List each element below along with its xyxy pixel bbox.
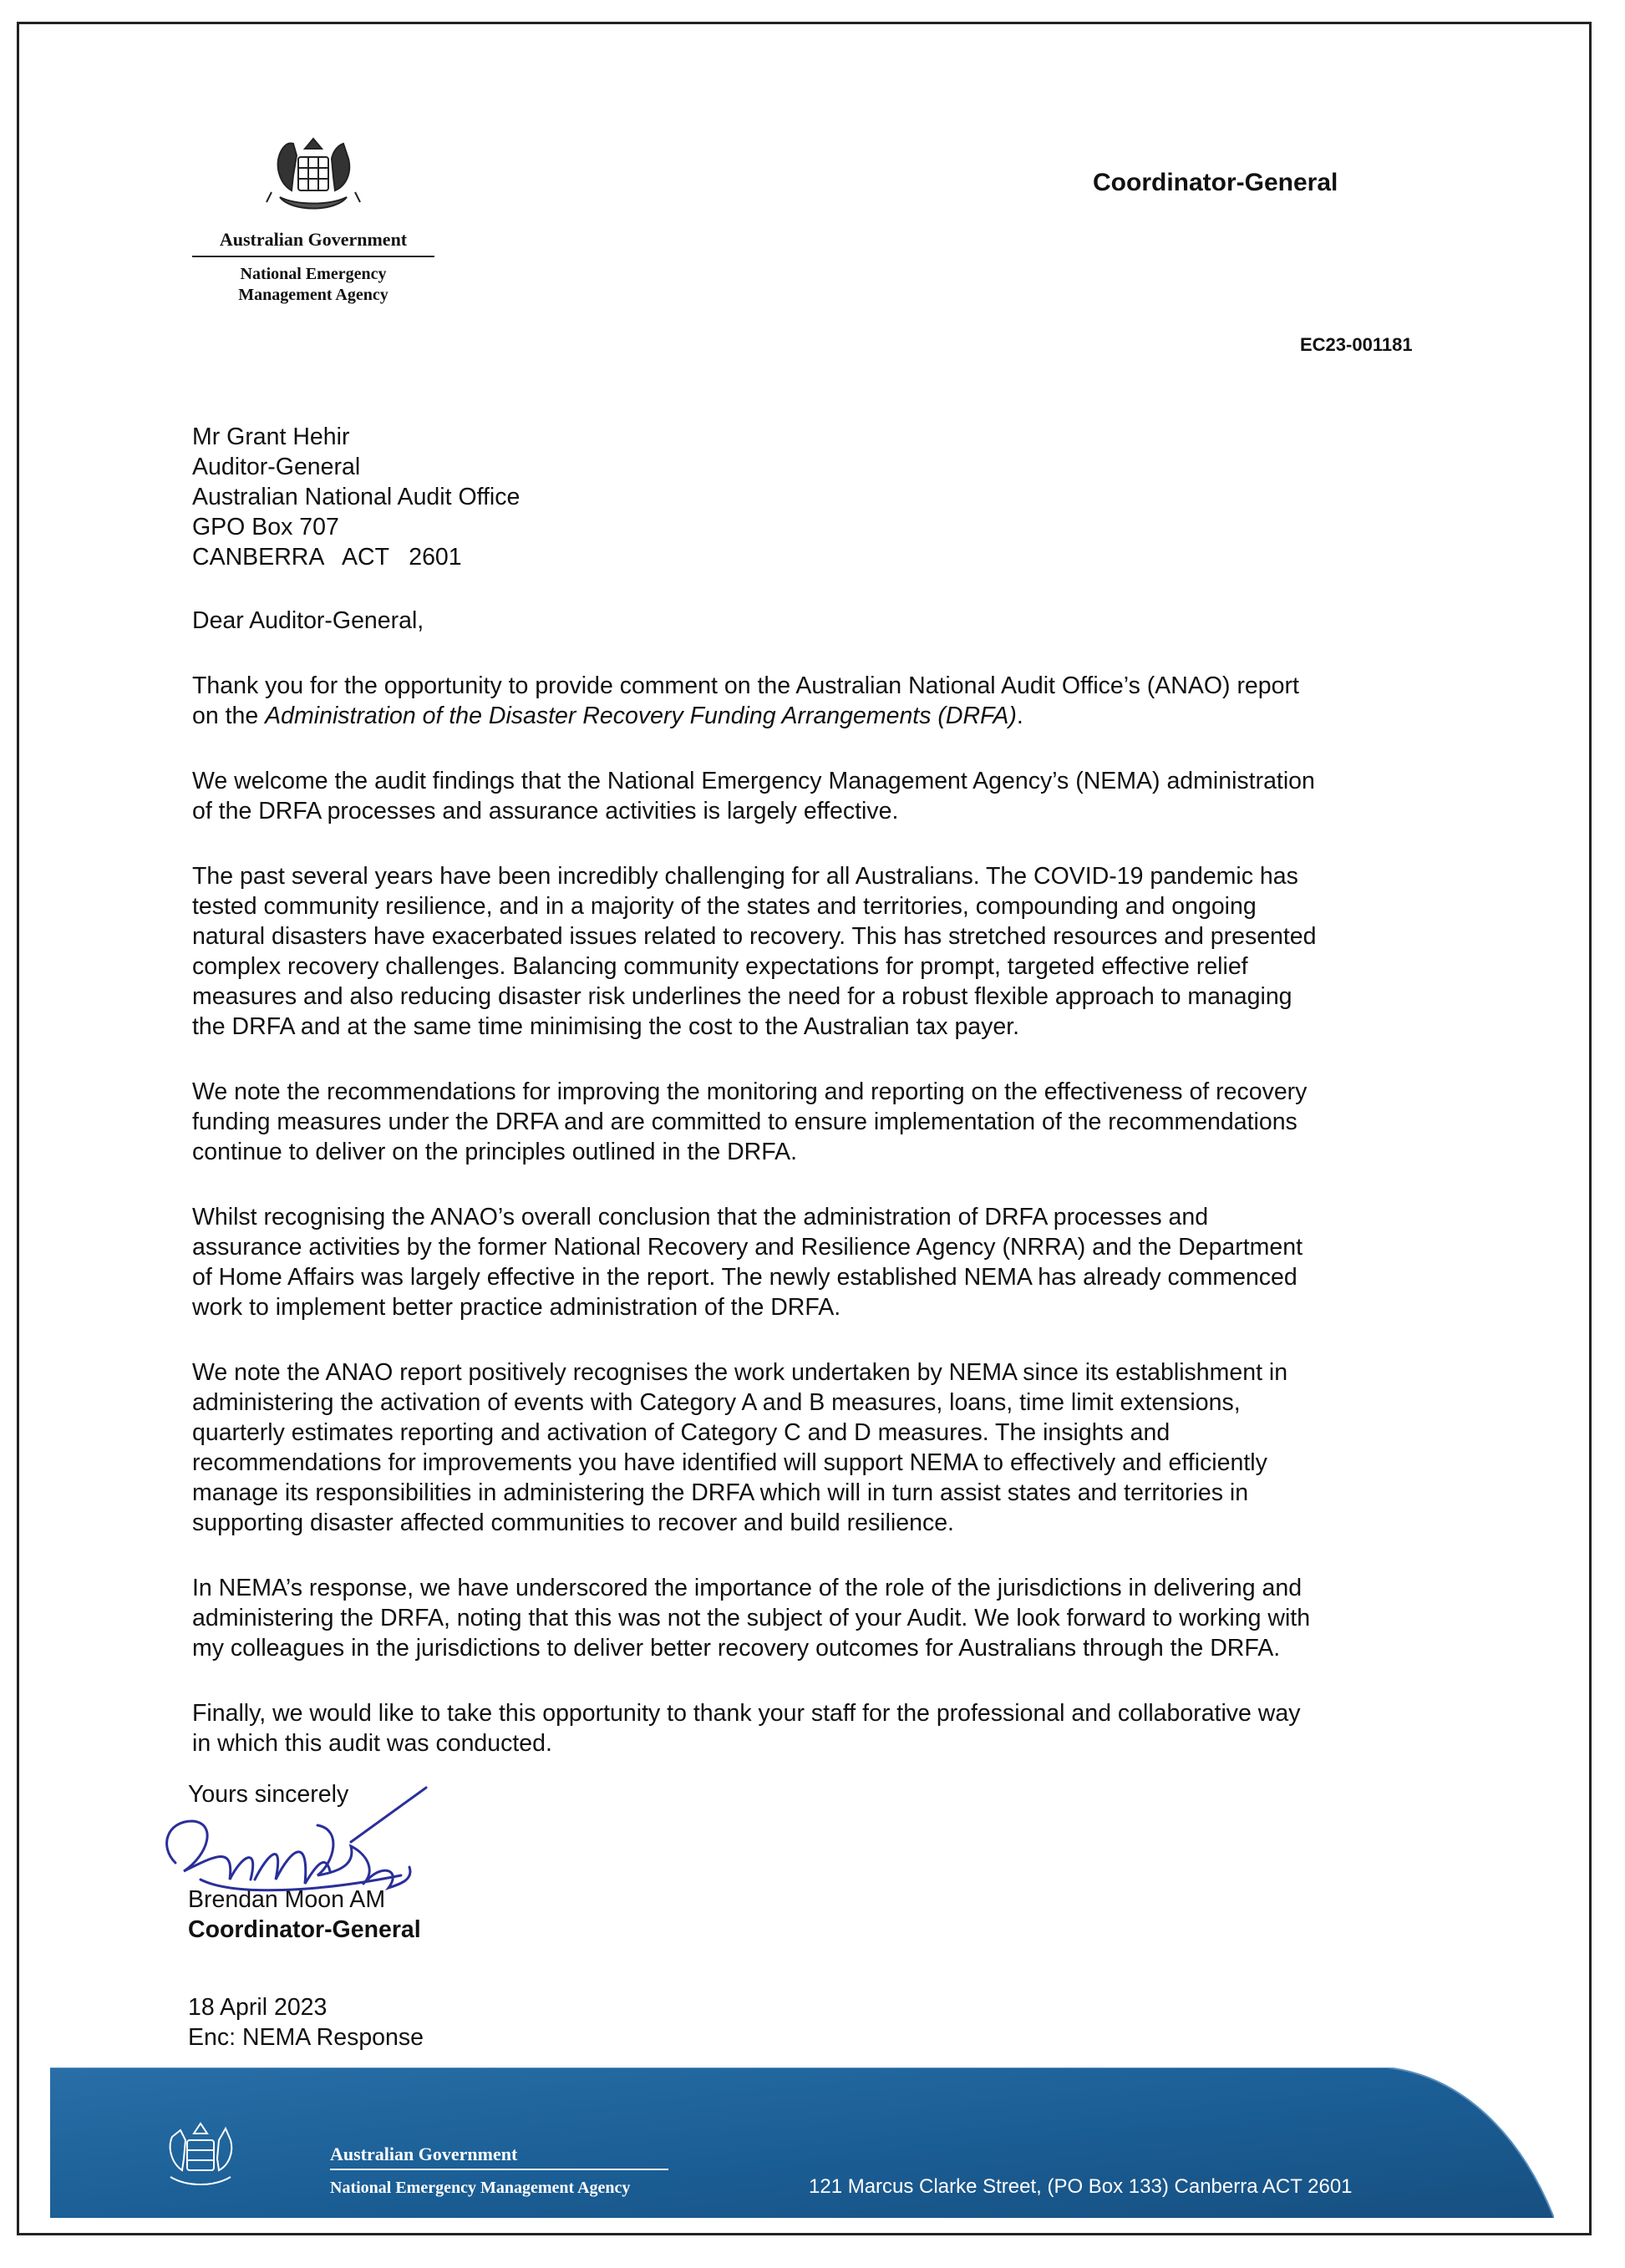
paragraph-line: Whilst recognising the ANAO’s overall conclusion that the administration of DRFA processes and	[192, 1204, 1209, 1230]
letter-date: 18 April 2023	[188, 1994, 328, 2021]
paragraph-1	[192, 671, 1445, 731]
agency-logo	[192, 125, 434, 306]
paragraph-line: We note the ANAO report positively recognises the work undertaken by NEMA since its establishment in	[192, 1359, 1288, 1386]
paragraph-line: continue to deliver on the principles outlined in the DRFA.	[192, 1139, 798, 1165]
paragraph-line: Thank you for the opportunity to provide comment on the Australian National Audit Office’s (ANAO) report	[192, 672, 1299, 699]
government-name: Australian Government	[192, 229, 434, 257]
paragraph-4	[192, 1077, 1445, 1167]
paragraph-line: tested community resilience, and in a majority of the states and territories, compounding and ongoing	[192, 893, 1257, 920]
paragraph-line	[192, 701, 1445, 731]
paragraph-line: We welcome the audit findings that the National Emergency Management Agency’s (NEMA) administration	[192, 768, 1315, 794]
paragraph-5	[192, 1202, 1445, 1322]
paragraph-line: funding measures under the DRFA and are committed to ensure implementation of the recommendations	[192, 1109, 1297, 1135]
paragraph-line: Finally, we would like to take this opportunity to thank your staff for the professional and collaborative way	[192, 1700, 1301, 1727]
salutation: Dear Auditor-General,	[192, 607, 424, 634]
paragraph-line: administering the activation of events with Category A and B measures, loans, time limit extensions,	[192, 1389, 1241, 1416]
agency-name	[192, 264, 434, 306]
paragraph-line: recommendations for improvements you have identified will support NEMA to effectively and efficiently	[192, 1449, 1267, 1476]
text-prefix: on the	[192, 703, 266, 729]
paragraph-line: We note the recommendations for improving the monitoring and reporting on the effectiveness of recovery	[192, 1078, 1308, 1105]
address-line: Australian National Audit Office	[192, 484, 521, 510]
paragraph-line: measures and also reducing disaster risk underlines the need for a robust flexible approach to managing	[192, 983, 1292, 1010]
address-line: CANBERRA ACT 2601	[192, 544, 462, 571]
text-suffix: .	[1016, 703, 1023, 729]
paragraph-line: complex recovery challenges. Balancing community expectations for prompt, targeted effective relief	[192, 953, 1248, 980]
footer-agency-name: National Emergency Management Agency	[330, 2179, 631, 2197]
paragraph-line: The past several years have been incredibly challenging for all Australians. The COVID-19 pandemic has	[192, 863, 1298, 890]
coat-of-arms-icon	[255, 125, 372, 226]
recipient-address	[192, 422, 1445, 572]
enclosure-note: Enc: NEMA Response	[188, 2024, 424, 2051]
letter-body	[192, 422, 1445, 1758]
paragraph-line: quarterly estimates reporting and activation of Category C and D measures. The insights and	[192, 1419, 1171, 1446]
letter-meta	[188, 1992, 424, 2052]
paragraph-8	[192, 1698, 1445, 1758]
closing: Yours sincerely	[188, 1781, 349, 1808]
reference-number: EC23-001181	[1300, 334, 1413, 355]
footer-address: 121 Marcus Clarke Street, (PO Box 133) Canberra ACT 2601	[809, 2175, 1353, 2198]
signatory-name: Brendan Moon AM	[188, 1886, 386, 1913]
paragraph-line: In NEMA’s response, we have underscored the importance of the role of the jurisdictions in delivering and	[192, 1575, 1303, 1601]
paragraph-2	[192, 766, 1445, 826]
report-title: Administration of the Disaster Recovery Funding Arrangements (DRFA)	[265, 703, 1017, 729]
paragraph-line: in which this audit was conducted.	[192, 1730, 552, 1757]
address-line: Auditor-General	[192, 454, 361, 480]
signatory-role: Coordinator-General	[188, 1916, 421, 1943]
address-line: GPO Box 707	[192, 514, 339, 540]
handwritten-signature	[150, 1763, 451, 1930]
paragraph-line: manage its responsibilities in administering the DRFA which will in turn assist states and territories in	[192, 1479, 1249, 1506]
footer-coat-of-arms-icon	[150, 2112, 251, 2204]
paragraph-line: natural disasters have exacerbated issues related to recovery. This has stretched resources and presented	[192, 923, 1317, 950]
header-role: Coordinator-General	[1093, 169, 1338, 196]
paragraph-line: the DRFA and at the same time minimising the cost to the Australian tax payer.	[192, 1013, 1020, 1040]
paragraph-line: of the DRFA processes and assurance activities is largely effective.	[192, 798, 899, 824]
paragraph-line: administering the DRFA, noting that this was not the subject of your Audit. We look forward to working with	[192, 1605, 1311, 1631]
paragraph-6	[192, 1357, 1445, 1538]
paragraph-line: supporting disaster affected communities to recover and build resilience.	[192, 1509, 954, 1536]
paragraph-line: my colleagues in the jurisdictions to deliver better recovery outcomes for Australians through the DRFA.	[192, 1635, 1281, 1662]
agency-name-line1: National Emergency	[240, 265, 387, 283]
paragraph-7	[192, 1573, 1445, 1663]
paragraph-line: of Home Affairs was largely effective in the report. The newly established NEMA has already commenced	[192, 1264, 1297, 1291]
footer-government-name: Australian Government	[330, 2144, 668, 2170]
paragraph-line: assurance activities by the former National Recovery and Resilience Agency (NRRA) and the Department	[192, 1234, 1303, 1261]
agency-name-line2: Management Agency	[238, 286, 388, 304]
paragraph-3	[192, 861, 1445, 1042]
paragraph-line: work to implement better practice administration of the DRFA.	[192, 1294, 841, 1321]
address-line: Mr Grant Hehir	[192, 424, 350, 450]
